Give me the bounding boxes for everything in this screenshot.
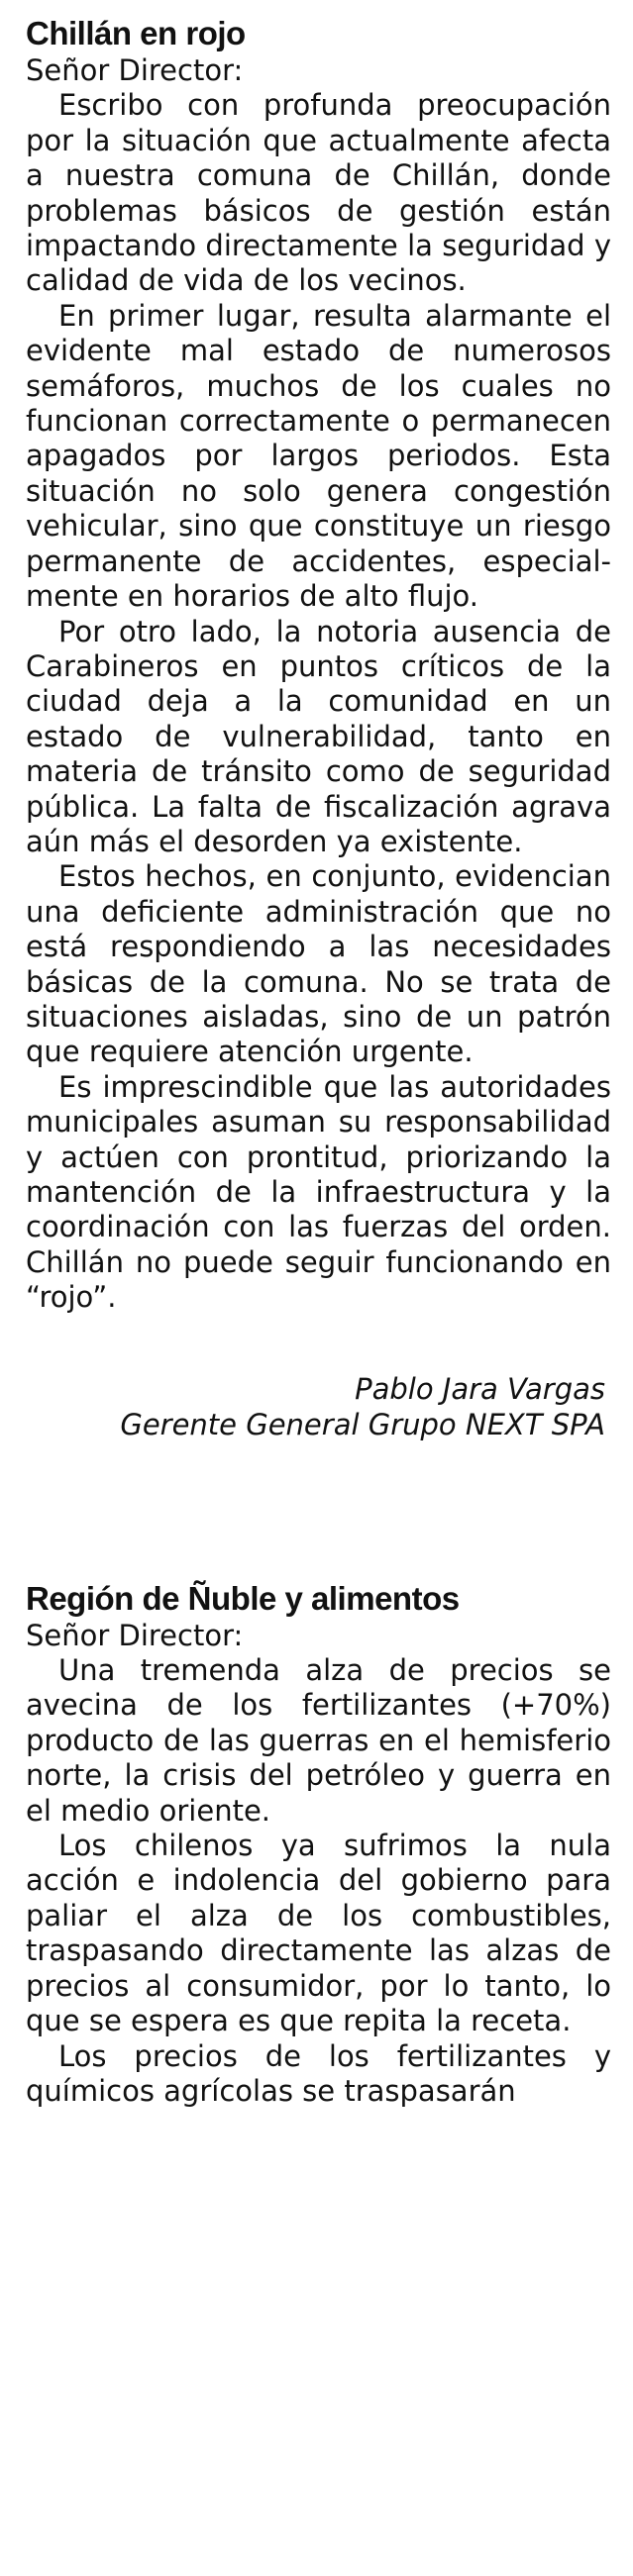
letter-paragraph: Los precios de los fertilizantes y químicos agrícolas se traspasarán xyxy=(26,2038,611,2108)
letter-paragraph: Estos hechos, en conjunto, evidencian una deficiente administración que no está respondiendo a las necesidades básicas de la comuna. No se trata de situaciones aisladas, sino de un patrón que requiere atención urgente. xyxy=(26,859,611,1069)
letter-paragraph: Por otro lado, la notoria ausencia de Carabineros en puntos críticos de la ciudad deja a la comunidad en un estado de vulnerabilidad, tanto en materia de tránsito como de seguridad pública. La falta de fiscalización agrava aún más el desorden ya existente. xyxy=(26,614,611,858)
letter-paragraph: Es imprescindible que las autoridades municipales asuman su responsabilidad y actúen con prontitud, priorizando la mantención de la infraestructura y la coordinación con las fuerzas del orden. Chillán no puede seguir funcionando en “rojo”. xyxy=(26,1069,611,1315)
letter-paragraph: En primer lugar, resulta alarmante el evidente mal estado de numerosos semáforos, muchos de los cuales no funcionan correctamente o permanecen apagados por largos periodos. Esta situación no solo genera congestión vehicular, sino que constituye un riesgo permanente de accidentes, especialmente en horarios de alto flujo. xyxy=(26,298,611,614)
letter-salutation: Señor Director: xyxy=(26,1618,244,1652)
letter-region-nuble-alimentos xyxy=(26,1579,611,2110)
letter-chillan-en-rojo xyxy=(26,14,611,1442)
letter-title: Región de Ñuble y alimentos xyxy=(26,1579,460,1617)
letter-signature xyxy=(26,1371,611,1442)
signature-name: Pablo Jara Vargas xyxy=(355,1371,605,1406)
letter-paragraph: Los chilenos ya sufrimos la nula acción e indolencia del gobierno para paliar el alza de los combustibles, traspasando directamente las alzas de precios al consumidor, por lo tanto, lo que se espera es que repita la receta. xyxy=(26,1829,611,2038)
letter-paragraph: Escribo con profunda preocupación por la situación que actualmente afecta a nuestra comuna de Chillán, donde problemas básicos de gestión están impactando directamente la seguridad y calidad de vida de los vecinos. xyxy=(26,88,611,298)
letter-title: Chillán en rojo xyxy=(26,15,246,51)
signature-title: Gerente General Grupo NEXT SPA xyxy=(120,1407,605,1441)
letter-salutation: Señor Director: xyxy=(26,53,244,87)
letter-paragraph: Una tremenda alza de precios se avecina de los fertilizantes (+70%) producto de las guerras en el hemisferio norte, la crisis del petróleo y guerra en el medio oriente. xyxy=(26,1653,611,1828)
